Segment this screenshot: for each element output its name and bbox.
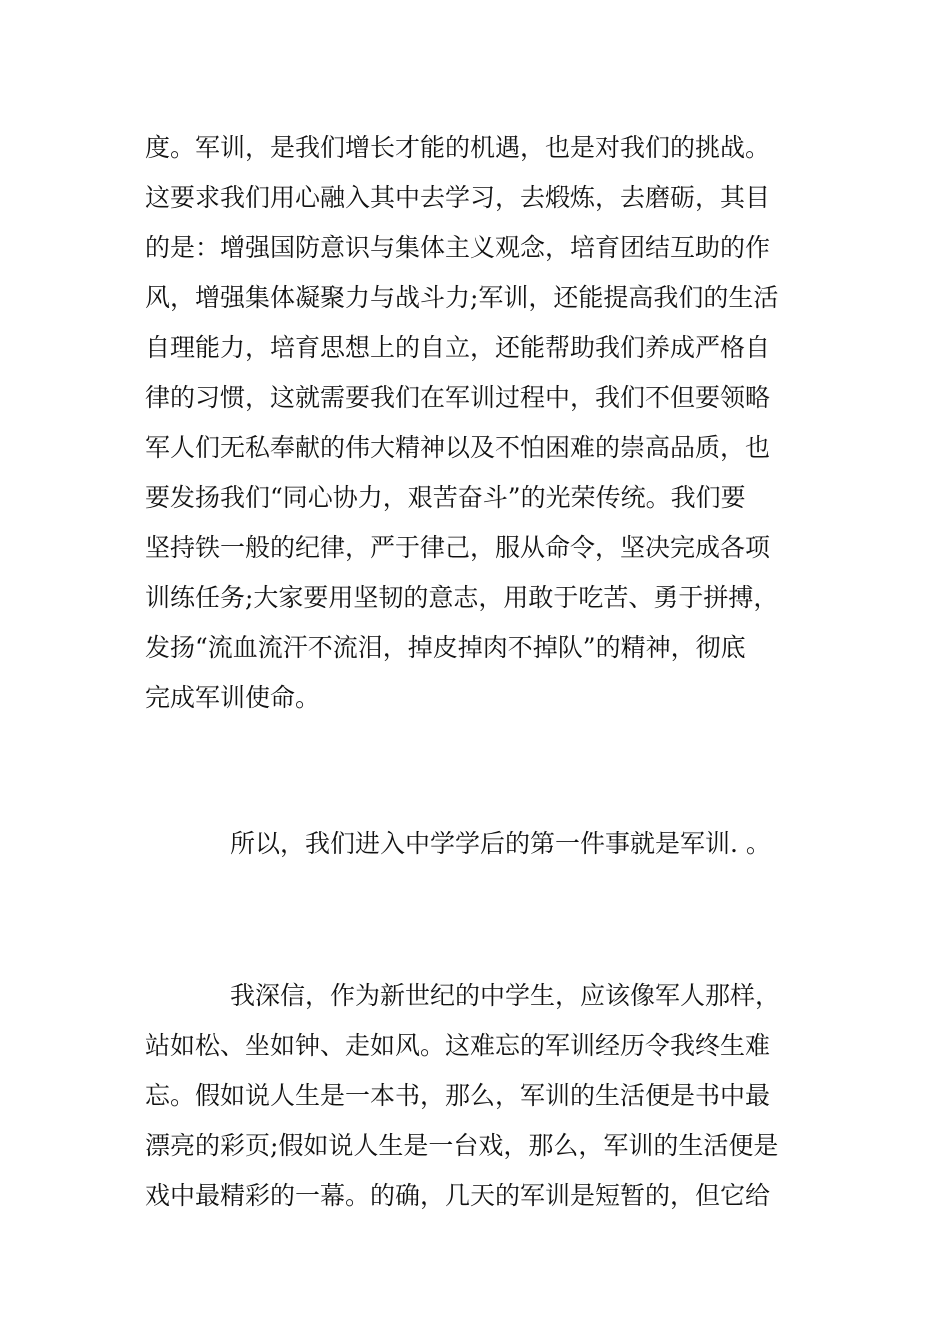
text-line: 度。军训，是我们增长才能的机遇，也是对我们的挑战。 [145,133,771,162]
text-line: 我深信，作为新世纪的中学生，应该像军人那样， [230,981,781,1010]
text-line: 发扬“流血流汗不流泪，掉皮掉肉不掉队”的精神，彻底 [145,633,746,662]
text-line: 训练任务;大家要用坚韧的意志，用敢于吃苦、勇于拼搏， [145,583,779,612]
text-line: 自理能力，培育思想上的自立，还能帮助我们养成严格自 [145,333,771,362]
text-line: 坚持铁一般的纪律，严于律己，服从命令，坚决完成各项 [145,533,771,562]
text-line: 漂亮的彩页;假如说人生是一台戏，那么，军训的生活便是 [145,1131,779,1160]
text-line: 站如松、坐如钟、走如风。这难忘的军训经历令我终生难 [145,1031,771,1060]
text-line: 忘。假如说人生是一本书，那么，军训的生活便是书中最 [145,1081,771,1110]
text-line: 要发扬我们“同心协力，艰苦奋斗”的光荣传统。我们要 [145,483,746,512]
text-line: 风，增强集体凝聚力与战斗力;军训，还能提高我们的生活 [145,283,779,312]
text-line: 军人们无私奉献的伟大精神以及不怕困难的崇高品质，也 [145,433,771,462]
text-line: 戏中最精彩的一幕。的确，几天的军训是短暂的，但它给 [145,1181,771,1210]
text-line: 这要求我们用心融入其中去学习，去煅炼，去磨砺，其目 [145,183,771,212]
text-line: 所以，我们进入中学学后的第一件事就是军训. 。 [230,829,771,858]
text-line: 完成军训使命。 [145,683,321,712]
text-line: 的是：增强国防意识与集体主义观念，培育团结互助的作 [145,233,771,262]
text-line: 律的习惯，这就需要我们在军训过程中，我们不但要领略 [145,383,771,412]
